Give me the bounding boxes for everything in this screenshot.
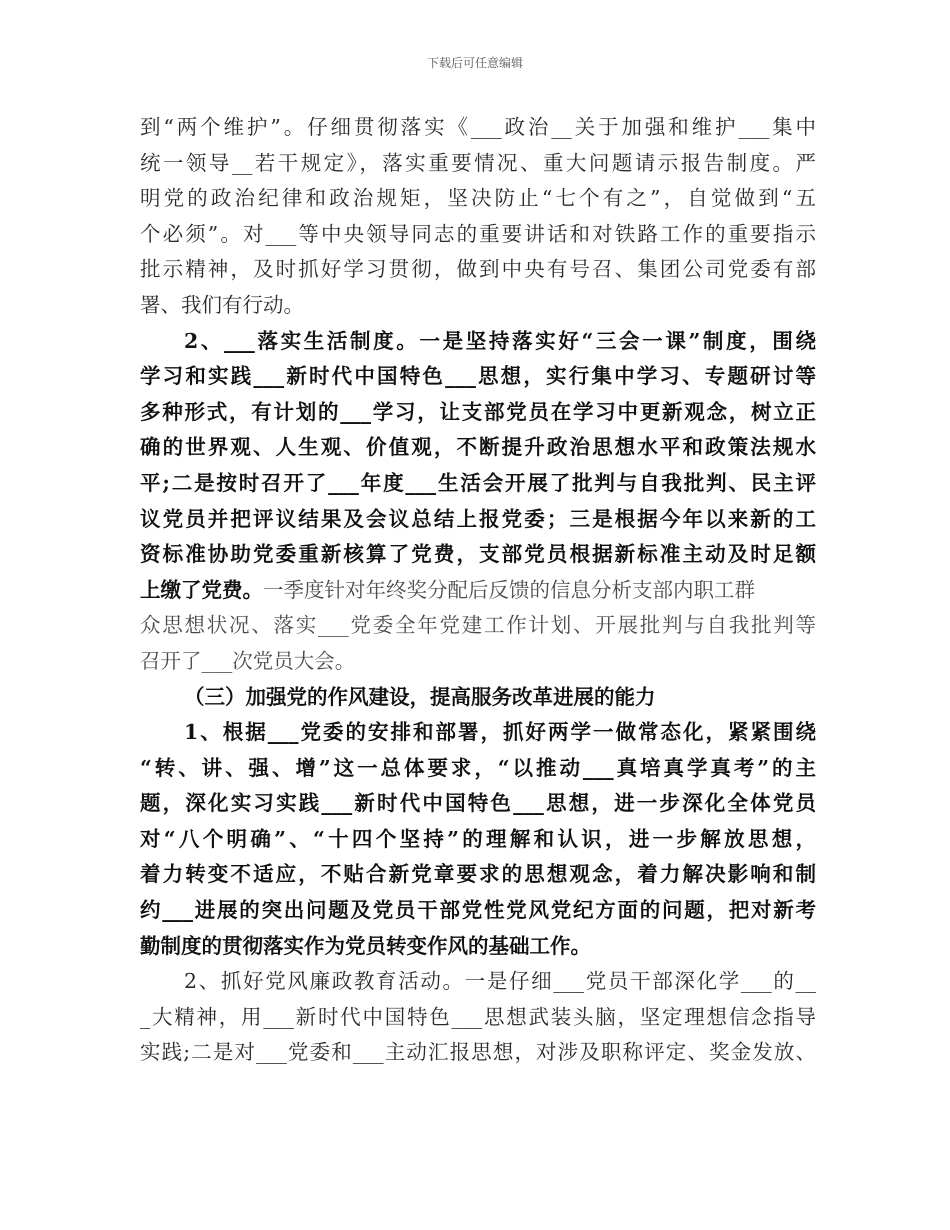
text-line: 学习和实践___新时代中国特色___思想，实行集中学习、专题研讨等 [140, 364, 816, 389]
text-line: “转、讲、强、增”这一总体要求，“以推动___真培真学真考”的主 [140, 755, 816, 780]
text-line: 题，深化实习实践___新时代中国特色___思想，进一步深化全体党员 [140, 791, 816, 816]
document-body [140, 110, 816, 1071]
text-span: 上缴了党费。 [140, 577, 263, 602]
text-line: 平;二是按时召开了___年度___生活会开展了批判与自我批判、民主评 [140, 470, 816, 495]
text-line: 统一领导__若干规定》，落实重要情况、重大问题请示报告制度。严 [140, 150, 816, 175]
text-line: 资标准协助党委重新核算了党费，支部党员根据新标准主动及时足额 [140, 542, 816, 567]
text-line: 多种形式，有计划的___学习，让支部党员在学习中更新观念，树立正 [140, 399, 816, 424]
text-line: _大精神，用___新时代中国特色___思想武装头脑，坚定理想信念指导 [140, 1004, 816, 1029]
text-line: 着力转变不适应，不贴合新党章要求的思想观念，着力解决影响和制 [140, 862, 816, 887]
text-line [140, 573, 816, 609]
text-line: 明党的政治纪律和政治规矩，坚决防止“七个有之”，自觉做到“五 [140, 186, 816, 211]
text-line: 议党员并把评议结果及会议总结上报党委；三是根据今年以来新的工 [140, 506, 816, 531]
text-line: 个必须”。对___等中央领导同志的重要讲话和对铁路工作的重要指示 [140, 221, 816, 246]
text-line: 署、我们有行动。 [140, 292, 304, 317]
text-line: 批示精神，及时抓好学习贯彻，做到中央有号召、集团公司党委有部 [140, 257, 816, 282]
text-line: 众思想状况、落实___党委全年党建工作计划、开展批判与自我批判等 [140, 613, 816, 638]
text-line: 确的世界观、人生观、价值观，不断提升政治思想水平和政策法规水 [140, 435, 816, 460]
text-line: 勤制度的贯彻落实作为党员转变作风的基础工作。 [140, 933, 591, 958]
text-line: 1、根据___党委的安排和部署，抓好两学一做常态化，紧紧围绕 [184, 720, 816, 745]
text-line: 对“八个明确”、“十四个坚持”的理解和认识，进一步解放思想， [140, 826, 816, 851]
text-line: 召开了___次党员大会。 [140, 648, 356, 673]
section-heading: （三）加强党的作风建设，提高服务改革进展的能力 [184, 684, 656, 709]
text-line: 到“两个维护”。仔细贯彻落实《___政治__关于加强和维护___集中 [140, 115, 816, 139]
text-line: 2、抓好党风廉政教育活动。一是仔细___党员干部深化学___的__ [184, 969, 816, 994]
text-span: 一季度针对年终奖分配后反馈的信息分析支部内职工群 [263, 577, 755, 602]
text-line: 2、___落实生活制度。一是坚持落实好“三会一课”制度，围绕 [184, 328, 816, 353]
page-header: 下载后可任意编辑 [426, 56, 523, 70]
text-line: 约___进展的突出问题及党员干部党性党风党纪方面的问题，把对新考 [140, 898, 816, 923]
text-line: 实践;二是对___党委和___主动汇报思想，对涉及职称评定、奖金发放、 [140, 1040, 816, 1065]
